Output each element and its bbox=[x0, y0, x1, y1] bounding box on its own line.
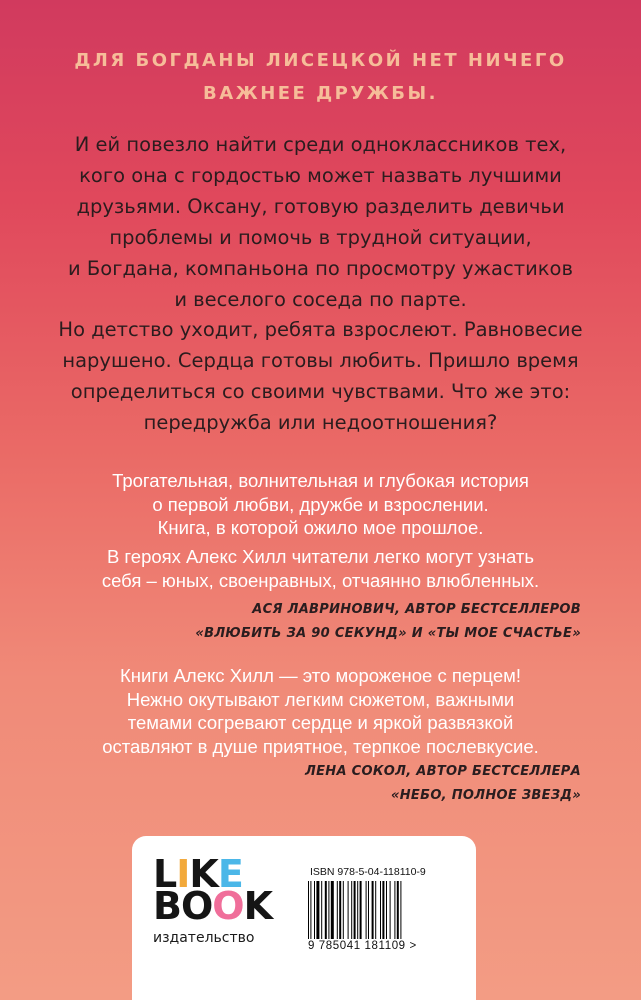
review-1-text bbox=[0, 469, 641, 540]
logo-letter: B bbox=[153, 884, 181, 928]
attribution-line: «ВЛЮБИТЬ ЗА 90 СЕКУНД» И «ТЫ МОЕ СЧАСТЬЕ» bbox=[195, 626, 581, 641]
barcode bbox=[308, 881, 438, 939]
logo-letter: I bbox=[176, 852, 190, 896]
isbn-label: ISBN 978-5-04-118110-9 bbox=[310, 866, 426, 878]
review-line: Книги Алекс Хилл — это мороженое с перцем! bbox=[120, 665, 521, 686]
review-line: Книга, в которой ожило мое прошлое. bbox=[157, 517, 484, 538]
review-line: оставляют в душе приятное, терпкое послевкусие. bbox=[102, 735, 539, 757]
logo-letter: E bbox=[217, 852, 243, 896]
attribution-line: АСЯ ЛАВРИНОВИЧ, АВТОР БЕСТСЕЛЛЕРОВ bbox=[252, 602, 581, 617]
synopsis-paragraph-2 bbox=[0, 314, 641, 438]
synopsis-line: проблемы и помочь в трудной ситуации, bbox=[109, 226, 532, 249]
attribution-line: «НЕБО, ПОЛНОЕ ЗВЕЗД» bbox=[391, 788, 581, 803]
logo-row-book bbox=[153, 884, 273, 928]
synopsis-line: и Богдана, компаньона по просмотру ужастиков bbox=[68, 257, 573, 280]
publisher-panel bbox=[132, 836, 476, 1000]
logo-letter: K bbox=[243, 884, 273, 928]
synopsis-paragraph-1 bbox=[0, 129, 641, 315]
publisher-subtitle: издательство bbox=[153, 930, 255, 946]
synopsis-line: передружба или недоотношения? bbox=[143, 411, 498, 434]
headline bbox=[0, 44, 641, 110]
logo-letter: O bbox=[212, 884, 244, 928]
barcode-number: 9 785041 181109 > bbox=[308, 940, 417, 952]
synopsis-line: нарушено. Сердца готовы любить. Пришло время bbox=[62, 349, 579, 372]
synopsis-line: И ей повезло найти среди одноклассников тех, bbox=[74, 133, 567, 156]
logo-letter: O bbox=[180, 884, 213, 928]
review-2-attribution bbox=[305, 760, 581, 808]
headline-line-1: ДЛЯ БОГДАНЫ ЛИСЕЦКОЙ НЕТ НИЧЕГО bbox=[74, 50, 567, 71]
synopsis-line: кого она с гордостью может назвать лучшими bbox=[79, 164, 562, 187]
synopsis-line: и веселого соседа по парте. bbox=[174, 288, 467, 311]
review-line: Нежно окутывают легким сюжетом, важными bbox=[126, 688, 515, 710]
review-1-attribution bbox=[195, 598, 581, 646]
review-line: темами согревают сердце и яркой развязкой bbox=[127, 712, 514, 733]
synopsis-line: определиться со своими чувствами. Что же это: bbox=[70, 380, 571, 403]
review-line: В героях Алекс Хилл читатели легко могут узнать bbox=[106, 546, 535, 567]
attribution-line: ЛЕНА СОКОЛ, АВТОР БЕСТСЕЛЛЕРА bbox=[305, 764, 581, 779]
headline-line-2: ВАЖНЕЕ ДРУЖБЫ. bbox=[203, 83, 438, 104]
review-1-text-2 bbox=[0, 545, 641, 592]
logo-letter: L bbox=[153, 852, 177, 896]
synopsis-line: Но детство уходит, ребята взрослеют. Равновесие bbox=[58, 318, 583, 341]
synopsis-line: друзьями. Оксану, готовую разделить девичьи bbox=[76, 195, 565, 218]
logo-letter: K bbox=[189, 852, 218, 896]
review-line: Трогательная, волнительная и глубокая история bbox=[112, 470, 529, 491]
review-line: себя – юных, своенравных, отчаянно влюбленных. bbox=[101, 569, 540, 591]
review-line: о первой любви, дружбе и взрослении. bbox=[152, 493, 489, 515]
likebook-logo bbox=[153, 852, 273, 928]
review-2-text bbox=[0, 664, 641, 758]
